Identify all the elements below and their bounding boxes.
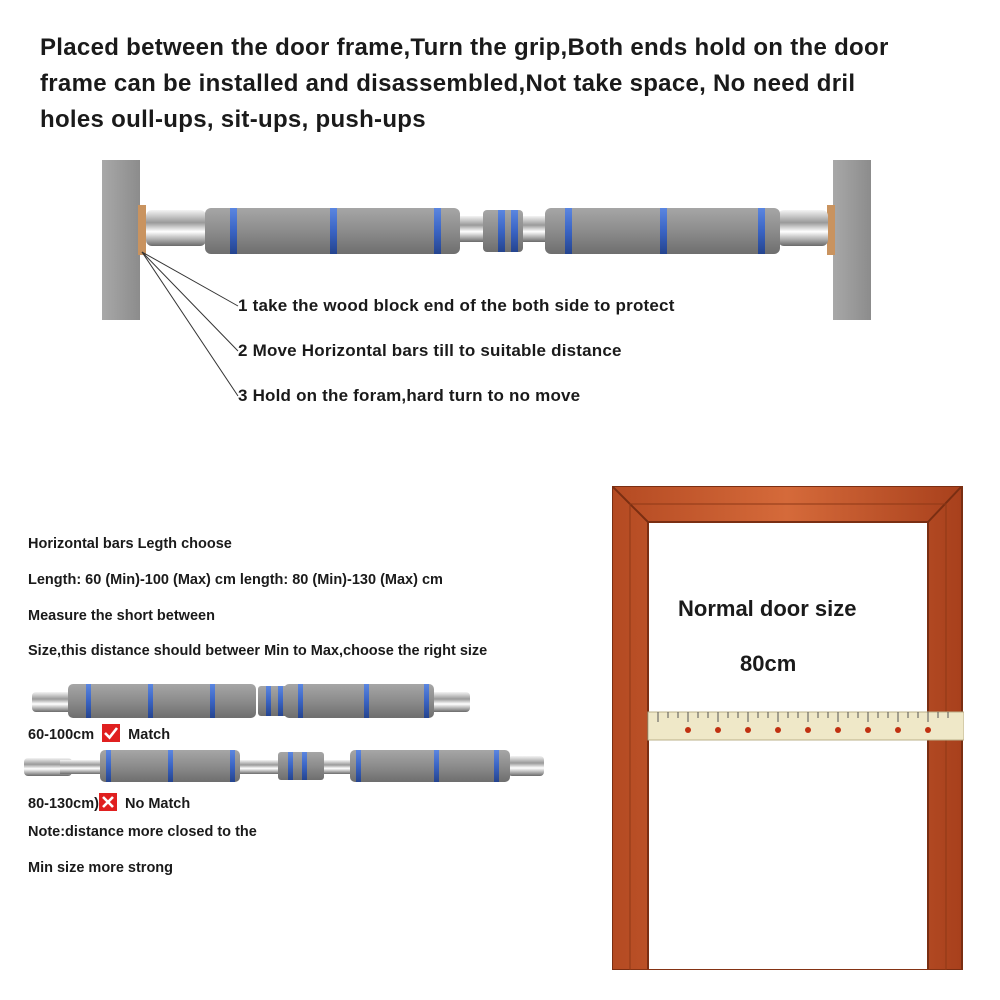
headline-line-3: holes oull-ups, sit-ups, push-ups: [40, 106, 426, 133]
note-line-1: Note:distance more closed to the: [28, 824, 257, 840]
door-frame-illustration: [612, 486, 964, 970]
door-size: 80cm: [740, 651, 797, 676]
left-wall-block: [102, 160, 140, 320]
option-no-match-result: No Match: [124, 796, 191, 812]
option-match-range: 60-100cm: [28, 727, 95, 743]
option-no-match-range: 80-130cm): [28, 796, 99, 812]
headline-line-1: Placed between the door frame,Turn the grip,Both ends hold on the door: [40, 34, 889, 61]
cross-icon: [99, 793, 117, 811]
note-line-2: Min size more strong: [28, 860, 174, 876]
length-ranges: Length: 60 (Min)-100 (Max) cm length: 80 (Min)-130 (Max) cm: [28, 572, 443, 588]
door-title: Normal door size: [678, 596, 857, 621]
measuring-tape: [648, 712, 964, 740]
right-wall-block: [833, 160, 871, 320]
step-1: 1 take the wood block end of the both side to protect: [238, 296, 675, 315]
bar-80-130-illustration: [20, 744, 550, 788]
size-rule: Size,this distance should betweer Min to Max,choose the right size: [28, 643, 488, 659]
option-match: [28, 724, 170, 743]
measure-instruction: Measure the short between: [28, 608, 215, 624]
sizing-heading: Horizontal bars Legth choose: [28, 536, 232, 552]
headline: [40, 30, 995, 138]
check-icon: [102, 724, 120, 742]
option-match-result: Match: [128, 727, 171, 743]
bar-60-100-illustration: [28, 678, 478, 724]
headline-line-2: frame can be installed and disassembled,Not take space, No need dril: [40, 70, 856, 97]
option-no-match: [28, 793, 190, 812]
pull-up-bar-installed-illustration: [0, 150, 1000, 410]
step-3: 3 Hold on the foram,hard turn to no move: [238, 386, 581, 405]
step-2: 2 Move Horizontal bars till to suitable distance: [238, 341, 622, 360]
